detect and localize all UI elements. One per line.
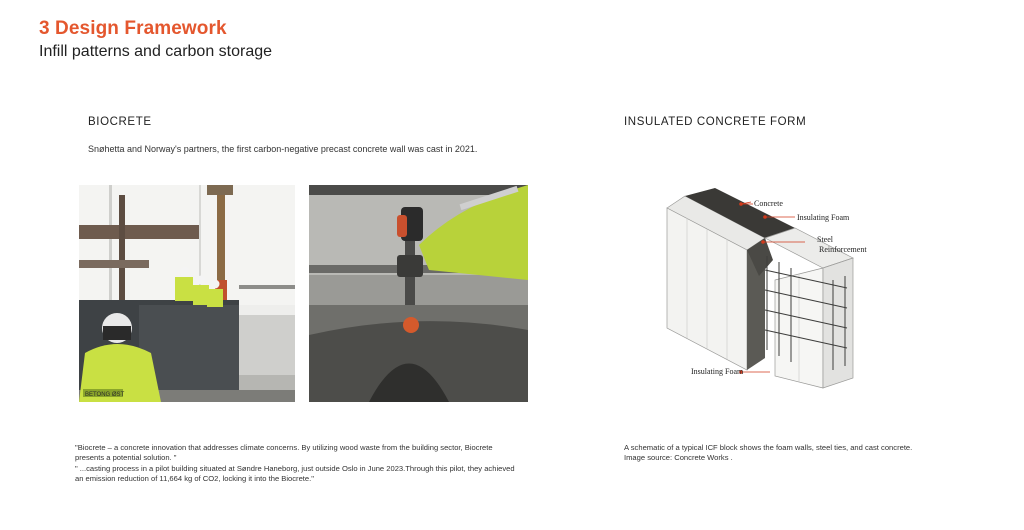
biocrete-caption-quote-1: "Biocrete – a concrete innovation that addresses climate concerns. By utilizing wood waste from the building sector, Biocrete presents a potential solution. " [75,443,493,463]
page-subtitle: Infill patterns and carbon storage [39,43,273,60]
label-reinforcement: Reinforcement [819,245,867,254]
icf-heading: INSULATED CONCRETE FORM [624,116,807,128]
icf-caption [624,443,964,464]
label-steel: Steel [817,235,833,244]
biocrete-pour-closeup-photo [309,185,528,402]
page-title: 3 Design Framework [39,18,227,39]
icf-caption-source: Image source: Concrete Works . [624,453,733,463]
biocrete-caption-quote-2: " ...casting process in a pilot building situated at Søndre Haneborg, just outside Oslo in June 2023.Through this pilot, they achieved an emission reduction of 11,664 kg of CO2, locking it into the Biocrete." [75,463,515,484]
label-insulating-foam-top: Insulating Foam [797,213,850,222]
biocrete-casting-photo [79,185,295,402]
label-insulating-foam-bottom: Insulating Foam [691,367,744,376]
biocrete-heading: BIOCRETE [88,116,152,128]
vest-lettering: BETONG ØST [85,392,125,398]
label-concrete: Concrete [754,199,783,208]
icf-schematic-diagram [655,180,875,395]
icf-caption-text: A schematic of a typical ICF block shows the foam walls, steel ties, and cast concrete. [624,443,913,452]
biocrete-intro: Snøhetta and Norway's partners, the first carbon-negative precast concrete wall was cast in 2021. [88,144,478,154]
biocrete-caption [75,443,515,485]
